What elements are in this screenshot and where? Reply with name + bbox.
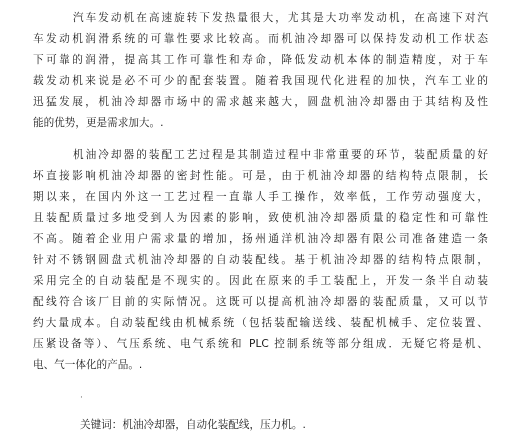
paragraph-1-line-4: 载发动机来说是必不可少的配套装置。随着我国现代化进程的加快，汽车工业的 — [33, 75, 488, 87]
paragraph-2-line-1: 机油冷却器的装配工艺过程是其制造过程中非常重要的环节，装配质量的好 — [73, 149, 488, 161]
paragraph-1-line-5: 迅猛发展，机油冷却器市场中的需求越来越大，圆盘机油冷却器由于其结构及性 — [33, 96, 488, 108]
paragraph-2-line-4: 且装配质量过多地受到人为因素的影响，致使机油冷却器质量的稳定性和可靠性 — [33, 212, 488, 224]
paragraph-2-line-10: 压紧设备等）、气压系统、电气系统和 PLC 控制系统等部分组成．无疑它将是机、 — [33, 338, 488, 350]
paragraph-2-line-6: 针对不锈钢圆盘式机油冷却器的自动装配线。基于机油冷却器的结构特点限制， — [33, 254, 488, 266]
paragraph-1-line-1: 汽车发动机在高速旋转下发热量很大，尤其是大功率发动机，在高速下对汽 — [73, 12, 488, 24]
paragraph-marker: · — [80, 393, 83, 403]
paragraph-1-line-3: 下可靠的润滑，提高其工作可靠性和寿命，降低发动机本体的制造精度，对于车 — [33, 54, 488, 66]
keywords-line: 关键词：机油冷却器，自动化装配线，压力机。. — [80, 419, 306, 431]
paragraph-2-line-3: 期以来，在国内外这一工艺过程一直靠人手工操作，效率低，工作劳动强度大， — [33, 191, 488, 203]
paragraph-1-line-2: 车发动机润滑系统的可靠性要求比较高。而机油冷却器可以保持发动机工作状态 — [33, 33, 488, 45]
paragraph-1-line-6: 能的优势，更是需求加大。. — [33, 117, 164, 129]
paragraph-2-line-5: 不高。随着企业用户需求量的增加，扬州通洋机油冷却器有限公司准备建造一条 — [33, 233, 488, 245]
paragraph-2-line-2: 坏直接影响机油冷却器的密封性能。可是，由于机油冷却器的结构特点限制，长 — [33, 170, 488, 182]
paragraph-2-line-9: 约大量成本。自动装配线由机械系统（包括装配输送线、装配机械手、定位装置、 — [33, 317, 488, 329]
paragraph-2-line-8: 配线符合该厂目前的实际情况。这既可以提高机油冷却器的装配质量，又可以节 — [33, 296, 488, 308]
paragraph-2-line-11: 电、气一体化的产品。. — [33, 359, 143, 371]
paragraph-2-line-7: 采用完全的自动装配是不现实的。因此在原来的手工装配上，开发一条半自动装 — [33, 275, 488, 287]
